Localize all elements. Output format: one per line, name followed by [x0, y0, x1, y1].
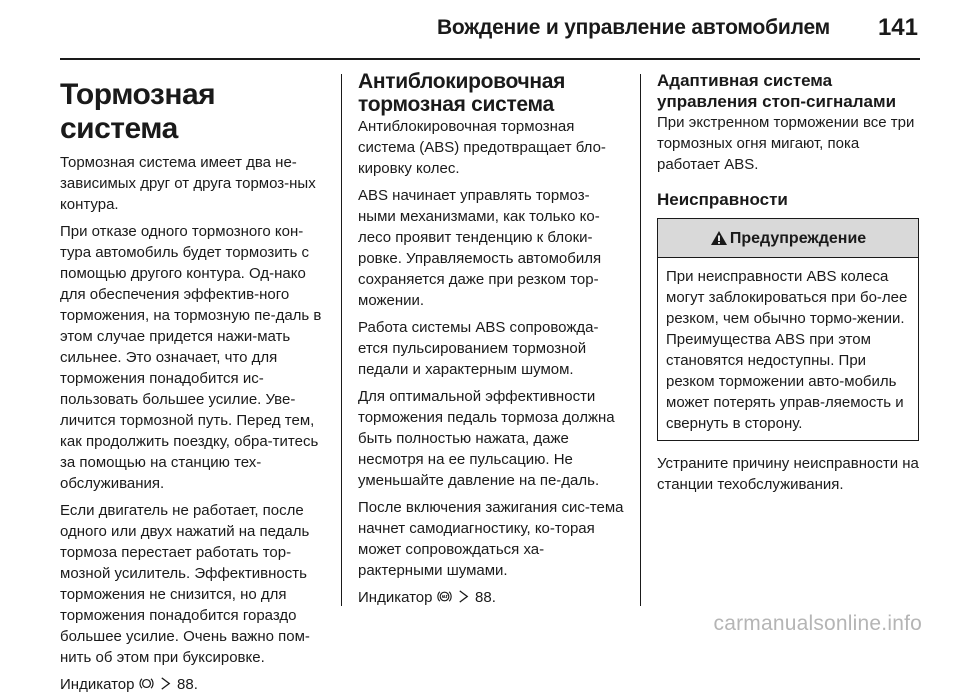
- indicator-label: Индикатор: [60, 676, 135, 693]
- paragraph: Для оптимальной эффективности торможения педаль тормоза должна быть полностью нажата, даже несмотря на ее пульсацию. Не уменьшайте давление на пе-даль.: [358, 388, 615, 489]
- section-title-abs: Антиблокировочная тормозная система: [358, 70, 566, 116]
- column-abs: [358, 62, 626, 608]
- watermark: carmanualsonline.info: [713, 612, 922, 635]
- paragraph: Работа системы ABS сопровожда-ется пульсированием тормозной педали и характерным шумом.: [358, 319, 599, 378]
- paragraph: ABS начинает управлять тормоз-ными механизмами, как только ко-лесо проявит тенденцию к блоки-ровке. Управляемость автомобиля сохраняется даже при резком тор-можении.: [358, 187, 602, 309]
- page-reference-arrow-icon: [158, 676, 173, 691]
- header-divider: [60, 58, 920, 60]
- column-divider-2: [640, 74, 641, 606]
- warning-box: [657, 218, 919, 441]
- indicator-reference: [358, 587, 626, 608]
- section-title-adaptive-brake-lights: Адаптивная система управления стоп-сигналами: [657, 71, 897, 111]
- page-reference-arrow-icon: [456, 589, 471, 604]
- brake-warning-icon: [139, 676, 154, 691]
- paragraph: При отказе одного тормозного кон-тура автомобиль будет тормозить с помощью другого контура. Од-нако для обеспечения эффектив-ного торможения, на тормозную пе-даль в этом случае придется нажи-мать сильнее. Это означает, что для торможения понадобится ис-пользовать большее усилие. Уве-личится тормозной путь. Перед тем, как продолжить поездку, обра-титесь за помощью на станцию тех-обслуживания.: [60, 223, 322, 492]
- paragraph: Тормозная система имеет два не-зависимых друг от друга тормоз-ных контура.: [60, 154, 316, 213]
- abs-warning-icon: [437, 589, 452, 604]
- page-number: 141: [877, 14, 918, 41]
- section-title-brake-system: Тормозная система: [60, 78, 216, 145]
- indicator-page-ref: 88.: [177, 676, 198, 693]
- indicator-page-ref: 88.: [475, 589, 496, 606]
- column-adaptive-brake-lights: [657, 62, 919, 608]
- paragraph: При экстренном торможении все три тормозных огня мигают, пока работает ABS.: [657, 114, 915, 173]
- warning-header: [658, 219, 918, 258]
- paragraph: Если двигатель не работает, после одного или двух нажатий на педаль тормоза перестает работать тор-мозной усилитель. Эффективность торможения не снизится, но для торможения понадобится гораздо большее усилие. Очень важно пом-нить об этом при буксировке.: [60, 502, 310, 666]
- paragraph: Антиблокировочная тормозная система (ABS) предотвращает бло-кировку колес.: [358, 118, 606, 177]
- column-brake-system: [60, 62, 328, 693]
- page-header: [0, 0, 960, 48]
- indicator-reference: [60, 674, 328, 695]
- warning-triangle-icon: [710, 230, 728, 246]
- warning-body: При неисправности ABS колеса могут заблокироваться при бо-лее резком, чем обычно тормо-жении. Преимущества ABS при этом становятся недоступны. При резком торможении авто-мобиль может потерять управ-ляемость и свернуть в сторону.: [666, 268, 908, 432]
- paragraph: Устраните причину неисправности на станции техобслуживания.: [657, 455, 919, 493]
- column-divider-1: [341, 74, 342, 606]
- indicator-label: Индикатор: [358, 589, 433, 606]
- warning-title: Предупреждение: [729, 229, 867, 247]
- header-title: Вождение и управление автомобилем: [436, 16, 830, 39]
- paragraph: После включения зажигания сис-тема начнет самодиагностику, ко-торая может сопровождаться ха-рактерными шумами.: [358, 499, 624, 579]
- subsection-title-faults: Неисправности: [657, 190, 788, 209]
